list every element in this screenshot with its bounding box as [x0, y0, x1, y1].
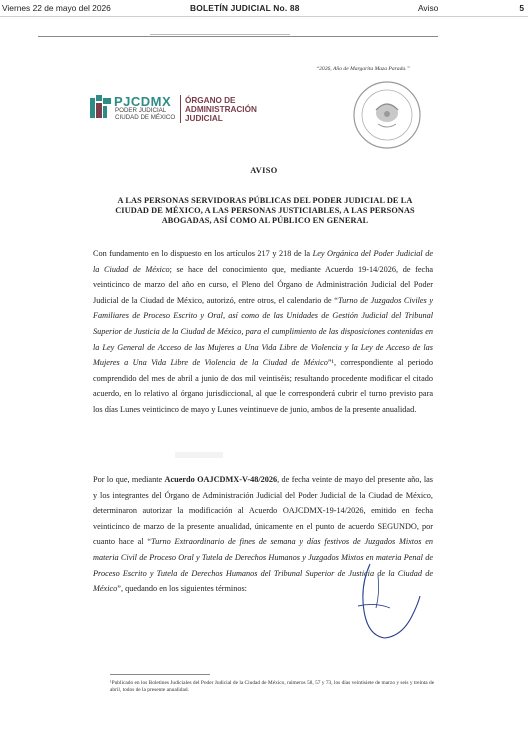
p1-law-title: Ley Orgánica del Poder Judicial de la Ciudad de México [93, 249, 433, 274]
p1-text-3: ”¹, correspondiente al periodo comprendido del mes de abril a junio de dos mil veintiséis; resultando procedente modificar el citado acuerdo, en lo relativo al órgano jurisdiccional, al que le corresponderá cubrir el turno previsto para los días Lunes veinticinco de mayo y Lunes veintinueve de junio, ambos de la presente anualidad. [93, 358, 434, 414]
notice-title: AVISO [250, 166, 278, 175]
logo-subtitle [115, 108, 175, 121]
year-motto: “2026, Año de Margarita Maza Parada.” [316, 66, 410, 72]
scan-line-secondary [150, 34, 290, 35]
logo-subtitle-line2: CIUDAD DE MÉXICO [115, 113, 176, 121]
scan-line [38, 36, 438, 37]
pjcdmx-logo [90, 95, 290, 131]
header-page-number: 5 [519, 3, 524, 13]
logo-separator [180, 95, 181, 123]
p2-text-2: , de fecha veinte de mayo del presente año, las y los integrantes del Órgano de Administración Judicial del Poder Judicial de la Ciudad de México, determinaron autorizar la modificación al Acuerdo OAJCDMX-19-14/2026, emitido en fecha veinticinco de marzo de la presente anualidad, únicamente en el punto de acuerdo SEGUNDO, por cuanto hace al “ [93, 475, 433, 547]
header-divider [0, 16, 528, 17]
notice-addressees: A LAS PERSONAS SERVIDORAS PÚBLICAS DEL PODER JUDICIAL DE LA CIUDAD DE MÉXICO, A LAS PERSONAS JUSTICIABLES, A LAS PERSONAS ABOGADAS, ASÍ COMO AL PÚBLICO EN GENERAL [115, 196, 415, 225]
p1-text-1: Con fundamento en lo dispuesto en los artículos 217 y 218 de la [93, 249, 313, 258]
pjcdmx-mark-icon [90, 95, 112, 121]
header-date: Viernes 22 de mayo del 2026 [2, 3, 111, 13]
footnote-divider [110, 674, 210, 675]
notice-paragraph-1 [93, 246, 433, 418]
p1-calendar-title: Turno de Juzgados Civiles y Familiares de Proceso Escrito y Oral, así como de las Unidades de Gestión Judicial del Tribunal Superior de Justicia de la Ciudad de México, para el cumplimiento de las disposiciones contenidas en la Ley General de Acceso de las Mujeres a Una Vida Libre de Violencia y la Ley de Acceso de las Mujeres a Una Vida Libre de Violencia de la Ciudad de México [93, 295, 433, 368]
logo-organ-line1: ÓRGANO DE [185, 96, 236, 105]
p1-text-2: ; se hace del conocimiento que, mediante Acuerdo 19-14/2026, de fecha veinticinco de marzo del año en curso, el Pleno del Órgano de Administración Judicial del Poder Judicial de la Ciudad de México, autorizó, entre otros, el calendario de “ [93, 264, 433, 305]
logo-brand: PJCDMX [114, 94, 172, 109]
header-bulletin-number: BOLETÍN JUDICIAL No. 88 [190, 3, 300, 13]
footnote: ¹Publicado en los Boletines Judiciales del Poder Judicial de la Ciudad de México, números 58, 57 y 73, los días veintisiete de marzo y seis y treinta de abril, todos de la presente anualidad. [110, 680, 435, 693]
header-section: Aviso [418, 3, 439, 13]
p2-agreement-number: Acuerdo OAJCDMX-V-48/2026 [164, 475, 278, 484]
p2-shift-title: Turno Extraordinario de fines de semana y días festivos de Juzgados Mixtos en materia Civil de Proceso Oral y Tutela de Derechos Humanos y Juzgados Mixtos en materia Penal de Proceso Escrito y Tutela de Derechos Humanos del Tribunal Superior de Justicia de la Ciudad de México [93, 537, 433, 594]
stamp-mark [175, 452, 223, 458]
handwritten-signature [330, 556, 430, 656]
logo-subtitle-line1: PODER JUDICIAL [115, 107, 167, 114]
logo-organ-line3: JUDICIAL [185, 114, 223, 123]
page-header [0, 0, 528, 16]
logo-organ-line2: ADMINISTRACIÓN [185, 105, 257, 114]
p2-text-1: Por lo que, mediante [93, 475, 165, 484]
p2-text-3: ”, quedando en los siguientes términos: [117, 584, 247, 594]
coat-of-arms-seal-icon [352, 80, 422, 150]
logo-organ-name [185, 96, 257, 123]
